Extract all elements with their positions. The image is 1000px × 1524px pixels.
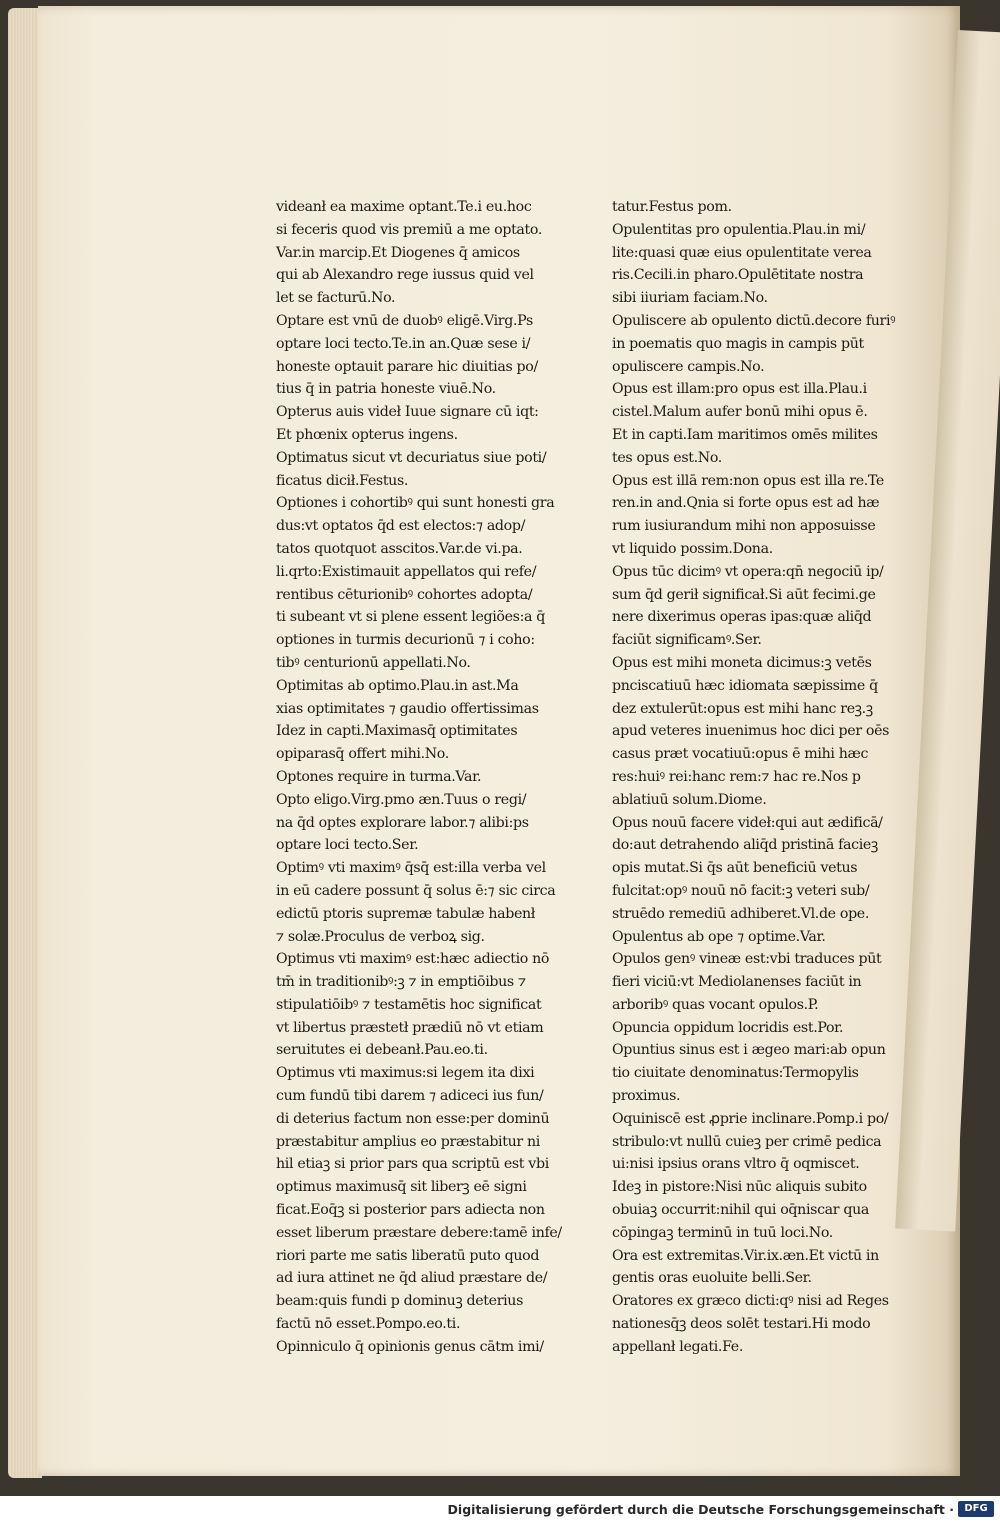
text-line: dus:vt optatos q̄d est electos:⁊ adop/ [276, 518, 526, 535]
text-line: apud veteres inuenimus hoc dici per oēs [612, 723, 890, 740]
text-line: vt libertus præstetł prædiū nō vt etiam [276, 1019, 544, 1036]
text-line: casus præt vocatiuū:opus ē mihi hæc [612, 746, 869, 763]
text-line: optiones in turmis decurionū ⁊ i coho: [276, 632, 535, 649]
text-line: cum fundū tibi darem ⁊ adiceci ius fun/ [276, 1088, 544, 1105]
text-line: factū nō esset.Pompo.eo.ti. [276, 1316, 461, 1333]
text-line: Opus tūc dicimꝰ vt opera:qn̄ negociū ip/ [612, 563, 884, 580]
text-line: proximus. [612, 1088, 681, 1105]
text-line: Opulos genꝰ vineæ est:vbi traduces pūt [612, 951, 882, 968]
text-line: Optare est vnū de duobꝰ eligē.Virg.Ps [276, 312, 533, 329]
text-line: ⁊ solæ.Proculus de verboꝝ sig. [276, 928, 485, 945]
text-line: hil etiaꝫ si prior pars qua scriptū est vbi [276, 1156, 549, 1173]
text-line: tatur.Festus pom. [612, 199, 732, 215]
text-line: honeste optauit parare hic diuitias po/ [276, 358, 538, 375]
text-line: Oratores ex græco dicti:qꝰ nisi ad Reges [612, 1293, 889, 1310]
text-line: Optimitas ab optimo.Plau.in ast.Ma [276, 677, 519, 694]
text-line: Var.in marcip.Et Diogenes q̄ amicos [276, 244, 520, 261]
text-line: tm̄ in traditionibꝰ:ꝫ ⁊ in emptiōibus ⁊ [276, 974, 526, 991]
text-line: qui ab Alexandro rege iussus quid vel [276, 267, 534, 284]
text-line: nere dixerimus operas ipas:quæ aliq̄d [612, 609, 872, 626]
text-line: in poematis quo magis in campis pūt [612, 335, 864, 352]
text-line: edictū ptoris supremæ tabulæ habenł [276, 905, 536, 922]
text-line: stribulo:vt nullū cuieꝫ per crimē pedica [612, 1133, 882, 1150]
text-line: Opuliscere ab opulento dictū.decore furiꝰ [612, 312, 896, 329]
text-line: faciūt significamꝰ.Ser. [612, 632, 762, 649]
text-column-left [276, 196, 576, 1359]
text-line: opis mutat.Si q̄s aūt beneficiū vetus [612, 860, 858, 877]
funding-credit: Digitalisierung gefördert durch die Deutsche Forschungsgemeinschaft · [447, 1502, 954, 1517]
text-line: tes opus est.No. [612, 449, 722, 466]
text-line: si feceris quod vis premiū a me optato. [276, 221, 542, 238]
text-line: gentis oras euoluite belli.Ser. [612, 1270, 812, 1287]
text-line: fieri viciū:vt Mediolanenses faciūt in [612, 974, 862, 991]
text-line: rentibus cēturionibꝰ cohortes adopta/ [276, 586, 533, 603]
text-line: Opus est illā rem:non opus est illa re.Te [612, 472, 884, 489]
text-line: tio ciuitate denominatus:Termopylis [612, 1065, 859, 1082]
text-line: optimus maximusq̄ sit liberꝫ eē signi [276, 1179, 527, 1196]
text-line: nationesq̄ꝫ deos solēt testari.Hi modo [612, 1316, 871, 1333]
text-line: arboribꝰ quas vocant opulos.P. [612, 996, 819, 1013]
text-line: pnciscatiuū hæc idiomata sæpissime q̄ [612, 677, 878, 694]
text-line: appellanł legati.Fe. [612, 1338, 743, 1355]
text-line: do:aut detrahendo aliq̄d pristinā facieꝫ [612, 837, 878, 854]
text-line: Optimatus sicut vt decuriatus siue poti/ [276, 449, 547, 466]
text-line: Ora est extremitas.Vir.ix.æn.Et victū in [612, 1247, 879, 1264]
text-line: Opterus auis videł Iuue signare cū iqt: [276, 404, 539, 421]
text-line: tatos quotquot asscitos.Var.de vi.pa. [276, 540, 523, 557]
text-line: li.qrto:Existimauit appellatos qui refe/ [276, 563, 537, 580]
text-line: stipulatiōibꝰ ⁊ testamētis hoc significat [276, 996, 542, 1013]
text-line: Opinniculo q̄ opinionis genus cātm imi/ [276, 1338, 544, 1355]
text-line: ablatiuū solum.Diome. [612, 791, 767, 808]
text-line: Opuntius sinus est i ægeo mari:ab opun [612, 1042, 886, 1059]
text-line: let se facturū.No. [276, 290, 396, 307]
text-line: optare loci tecto.Te.in an.Quæ sese i/ [276, 335, 531, 352]
text-line: cistel.Malum aufer bonū mihi opus ē. [612, 404, 868, 421]
text-line: obuiaꝫ occurrit:nihil qui oq̄niscar qua [612, 1202, 869, 1219]
text-line: Opus nouū facere videł:qui aut ædificā/ [612, 814, 883, 831]
text-line: Opuncia oppidum locridis est.Por. [612, 1019, 844, 1036]
text-line: in eū cadere possunt q̄ solus ē:⁊ sic circa [276, 882, 556, 899]
text-line: præstabitur amplius eo præstabitur ni [276, 1133, 540, 1150]
next-page-text-fragment [954, 220, 1000, 223]
text-line: ui:nisi ipsius orans vltro q̄ oqmiscet. [612, 1156, 860, 1173]
text-line: opuliscere campis.No. [612, 358, 765, 375]
text-column-right [612, 196, 912, 1359]
text-line: ad iura attinet ne q̄d aliud præstare de/ [276, 1270, 548, 1287]
text-line: Et in capti.Iam maritimos omēs milites [612, 426, 878, 443]
text-line: Optimus vti maximꝰ est:hæc adiectio nō [276, 951, 550, 968]
text-line: sum q̄d gerił significał.Si aūt fecimi.ge [612, 586, 876, 603]
text-line: Opto eligo.Virg.pmo æn.Tuus o regi/ [276, 791, 527, 808]
text-line: ficatus dicił.Festus. [276, 472, 409, 489]
text-line: xias optimitates ⁊ gaudio offertissimas [276, 700, 539, 717]
text-line: vt liquido possim.Dona. [612, 540, 773, 557]
text-line: lite:quasi quæ eius opulentitate verea [612, 244, 872, 261]
text-line: opiparasq̄ offert mihi.No. [276, 746, 449, 763]
text-line: Optimꝰ vti maximꝰ q̄sq̄ est:illa verba vel [276, 860, 546, 877]
page-edges [8, 8, 42, 1478]
text-line: Optones require in turma.Var. [276, 768, 482, 785]
text-line: di deterius factum non esse:per dominū [276, 1110, 550, 1127]
text-line: ti subeant vt si plene essent legiões:a q̄ [276, 609, 546, 626]
text-line: tibꝰ centurionū appellati.No. [276, 654, 471, 671]
text-line: Idez in capti.Maximasq̄ optimitates [276, 723, 518, 740]
text-line: riori parte me satis liberatū puto quod [276, 1247, 540, 1264]
text-line: ris.Cecili.in pharo.Opulētitate nostra [612, 267, 864, 284]
text-line: Optiones i cohortibꝰ qui sunt honesti gra [276, 495, 555, 512]
text-line: Opus est illam:pro opus est illa.Plau.i [612, 381, 867, 398]
text-line: ren.in and.Qnia si forte opus est ad hæ [612, 495, 880, 512]
text-line: Opus est mihi moneta dicimus:ꝫ vetēs [612, 654, 872, 671]
text-line: Opulentitas pro opulentia.Plau.in mi/ [612, 221, 866, 238]
text-line: optare loci tecto.Ser. [276, 837, 419, 854]
text-line: struēdo remediū adhiberet.Vl.de ope. [612, 905, 870, 922]
text-line: tius q̄ in patria honeste viuē.No. [276, 381, 496, 398]
text-line: na q̄d optes explorare labor.⁊ alibi:ps [276, 814, 529, 831]
text-line: ficat.Eoq̄ꝫ si posterior pars adiecta non [276, 1202, 545, 1219]
text-line: fulcitat:opꝰ nouū nō facit:ꝫ veteri sub/ [612, 882, 870, 899]
dfg-logo: DFG [958, 1501, 994, 1517]
text-line: beam:quis fundi p dominuꝫ deterius [276, 1293, 524, 1310]
text-line: sibi iiuriam faciam.No. [612, 290, 768, 307]
text-line: Et phœnix opterus ingens. [276, 426, 458, 443]
text-line: Ideꝫ in pistore:Nisi nūc aliquis subito [612, 1179, 867, 1196]
text-line: cōpingaꝫ terminū in tuū loci.No. [612, 1224, 833, 1241]
text-line: Opulentus ab ope ⁊ optime.Var. [612, 928, 826, 945]
text-line: seruitutes ei debeanł.Pau.eo.ti. [276, 1042, 488, 1059]
footer-bar [0, 1496, 1000, 1524]
text-line: dez extulerūt:opus est mihi hanc reꝫ.ꝫ [612, 700, 873, 717]
text-line: esset liberum præstare debere:tamē infe/ [276, 1224, 562, 1241]
text-line: videanł ea maxime optant.Te.i eu.hoc [276, 199, 532, 215]
text-line: Optimus vti maximus:si legem ita dixi [276, 1065, 535, 1082]
text-line: res:huiꝰ rei:hanc rem:⁊ hac re.Nos p [612, 768, 861, 785]
text-line: Oquiniscē est ꝓprie inclinare.Pomp.i po/ [612, 1110, 889, 1127]
text-line: rum iusiurandum mihi non apposuisse [612, 518, 876, 535]
